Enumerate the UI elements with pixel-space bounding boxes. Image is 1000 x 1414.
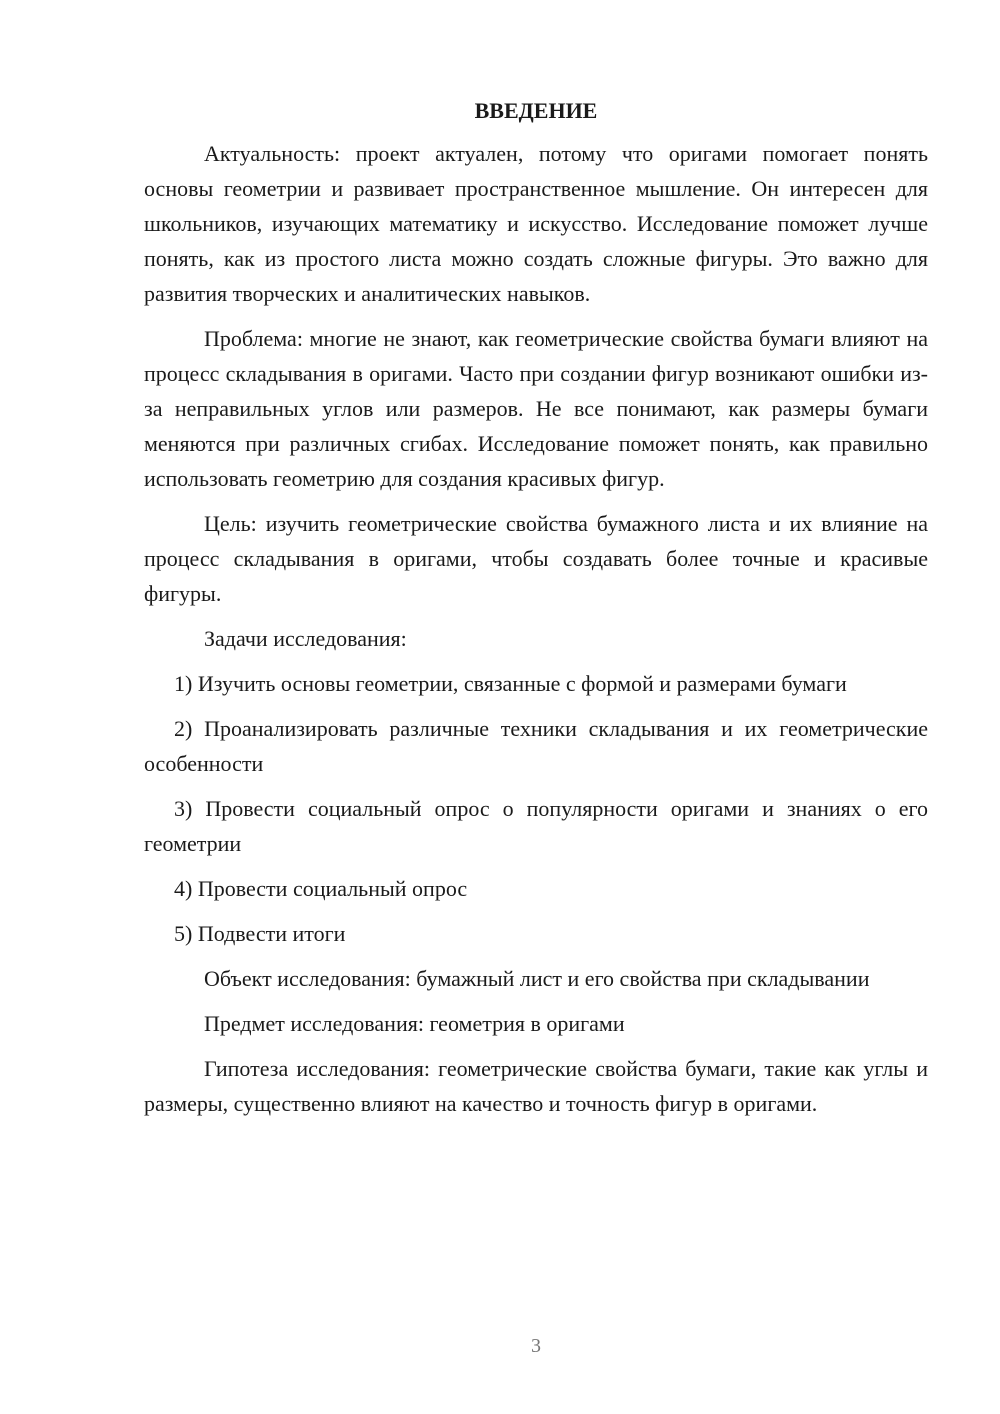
task-item-4: 4) Провести социальный опрос — [174, 876, 468, 901]
paragraph-problem: Проблема: многие не знают, как геометрические свойства бумаги влияют на процесс складывания в оригами. Часто при создании фигур возникают ошибки из-за неправильных углов или размеров. Не все понимают, как размеры бумаги меняются при различных сгибах. Исследование поможет понять, как правильно использовать геометрию для создания красивых фигур. — [144, 326, 928, 491]
task-item-1: 1) Изучить основы геометрии, связанные с формой и размерами бумаги — [174, 671, 847, 696]
tasks-heading: Задачи исследования: — [204, 626, 407, 651]
paragraph-goal: Цель: изучить геометрические свойства бумажного листа и их влияние на процесс складывания в оригами, чтобы создавать более точные и красивые фигуры. — [144, 511, 928, 606]
task-item-5: 5) Подвести итоги — [174, 921, 346, 946]
paragraph-object: Объект исследования: бумажный лист и его свойства при складывании — [204, 966, 870, 991]
document-page — [144, 96, 928, 1131]
section-title: ВВЕДЕНИЕ — [474, 98, 598, 123]
page-number: 3 — [531, 1335, 541, 1357]
paragraph-subject: Предмет исследования: геометрия в оригами — [204, 1011, 625, 1036]
task-item-3: 3) Провести социальный опрос о популярности оригами и знаниях о его геометрии — [144, 796, 928, 856]
task-item-2: 2) Проанализировать различные техники складывания и их геометрические особенности — [144, 716, 928, 776]
paragraph-relevance: Актуальность: проект актуален, потому что оригами помогает понять основы геометрии и развивает пространственное мышление. Он интересен для школьников, изучающих математику и искусство. Исследование поможет лучше понять, как из простого листа можно создать сложные фигуры. Это важно для развития творческих и аналитических навыков. — [144, 141, 928, 306]
paragraph-hypothesis: Гипотеза исследования: геометрические свойства бумаги, такие как углы и размеры, существенно влияют на качество и точность фигур в оригами. — [144, 1056, 928, 1116]
